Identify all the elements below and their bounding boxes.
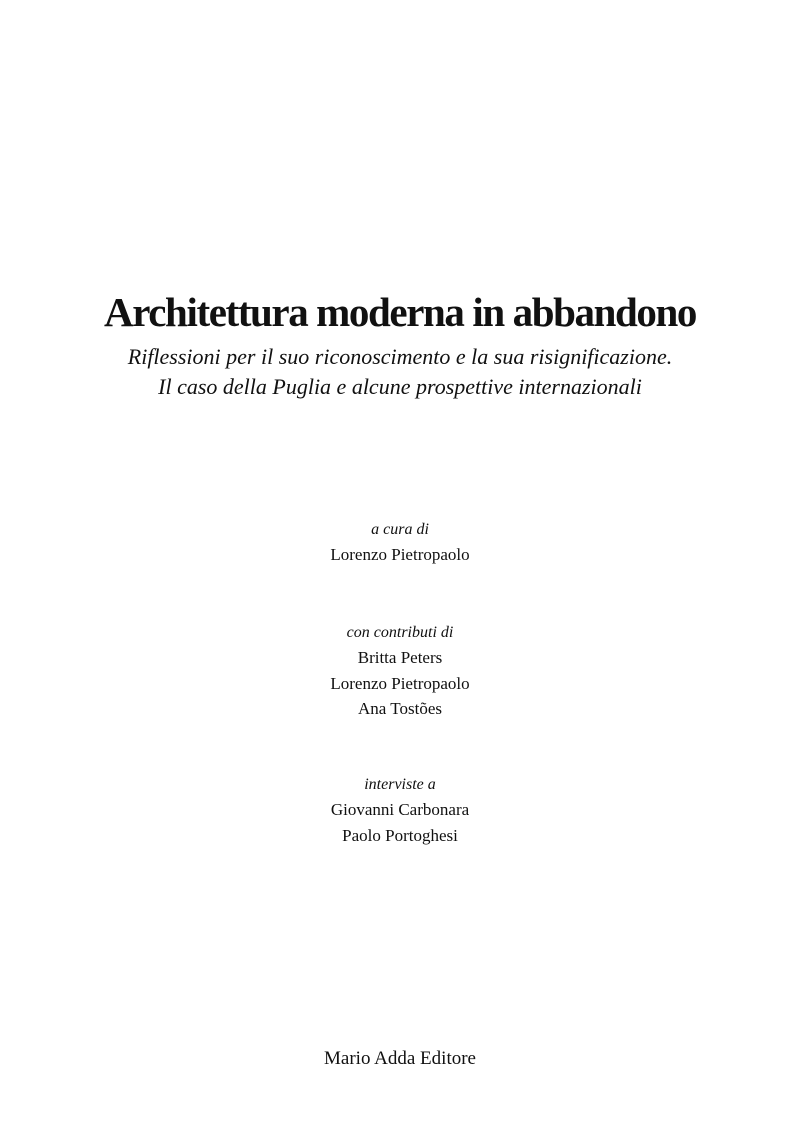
- interviews-role-label: interviste a: [364, 776, 436, 793]
- contributor-name: Ana Tostões: [358, 699, 442, 718]
- contributor-name: Britta Peters: [357, 648, 443, 667]
- contributors-section: [0, 621, 800, 722]
- interviewee-name: Paolo Portoghesi: [342, 825, 458, 845]
- contributors-role-label: con contributi di: [346, 624, 454, 641]
- interviewee-name: Giovanni Carbonara: [330, 800, 470, 819]
- editor-role-label: a cura di: [371, 521, 429, 538]
- subtitle-line: Riflessioni per il suo riconoscimento e la sua risignificazione.: [127, 344, 673, 369]
- interviews-section: [0, 773, 800, 848]
- subtitle-line: Il caso della Puglia e alcune prospettive internazionali: [158, 374, 642, 399]
- editor-name: Lorenzo Pietropaolo: [330, 545, 470, 564]
- editor-section: [0, 518, 800, 568]
- publisher-name: Mario Adda Editore: [324, 1048, 476, 1069]
- title-block: [0, 288, 800, 402]
- book-subtitle: [0, 342, 800, 402]
- contributor-name: Lorenzo Pietropaolo: [330, 673, 470, 693]
- book-title: Architettura moderna in abbandono: [103, 289, 697, 335]
